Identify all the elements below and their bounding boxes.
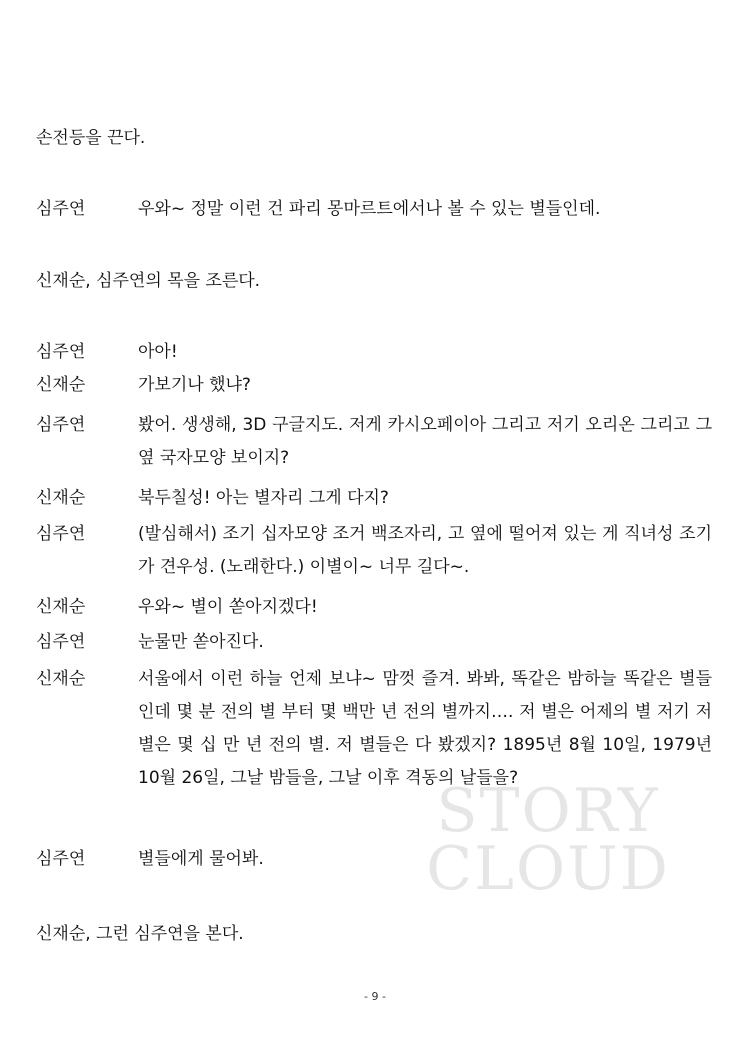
speech-text: 서울에서 이런 하늘 언제 보냐~ 맘껏 즐겨. 봐봐, 똑같은 밤하늘 똑같은 별들인데 몇 분 전의 별 부터 몇 백만 년 전의 별까지…. 저 별은 어제의 별 저기 저별은 몇 십 만 년 전의 별. 저 별들은 다 봤겠지? 1895년 8월 10일, 1979년 10월 26일, 그날 밤들을, 그날 이후 격동의 날들을?	[138, 669, 712, 788]
speaker-name: 심주연	[36, 199, 86, 219]
stage-direction: 신재순, 심주연의 목을 조른다.	[36, 271, 261, 291]
speaker-name: 신재순	[36, 488, 86, 508]
speech-text: 우와~ 별이 쏟아지겠다!	[138, 597, 318, 617]
speaker-name: 신재순	[36, 669, 86, 689]
speaker-name: 심주연	[36, 415, 86, 435]
dialogue-line	[36, 663, 716, 795]
dialogue-line	[36, 193, 716, 226]
dialogue-line	[36, 369, 716, 402]
watermark-line-2: CLOUD	[426, 834, 670, 904]
page-number: - 9 -	[364, 990, 386, 1003]
speaker-name: 심주연	[36, 632, 86, 652]
speech-text: 봤어. 생생해, 3D 구글지도. 저게 카시오페이아 그리고 저기 오리온 그리고 그 옆 국자모양 보이지?	[138, 415, 712, 468]
speech-text: 별들에게 물어봐.	[138, 849, 264, 869]
speech-text: 가보기나 했냐?	[138, 375, 251, 395]
speech-text: 우와~ 정말 이런 건 파리 몽마르트에서나 볼 수 있는 별들인데.	[138, 199, 601, 219]
dialogue-line	[36, 626, 716, 659]
speaker-name: 심주연	[36, 524, 86, 544]
dialogue-line	[36, 482, 716, 515]
speaker-name: 신재순	[36, 375, 86, 395]
speaker-name: 심주연	[36, 849, 86, 869]
story-cloud-watermark	[398, 776, 698, 904]
speaker-name: 심주연	[36, 342, 86, 362]
speaker-name: 신재순	[36, 597, 86, 617]
dialogue-line	[36, 336, 716, 369]
speech-text: 눈물만 쏟아진다.	[138, 632, 264, 652]
stage-direction: 신재순, 그런 심주연을 본다.	[36, 924, 244, 944]
dialogue-line	[36, 409, 716, 475]
dialogue-line	[36, 843, 716, 876]
watermark-line-1: STORY	[436, 776, 660, 846]
stage-direction: 손전등을 끈다.	[36, 128, 146, 148]
speech-text: 북두칠성! 아는 별자리 그게 다지?	[138, 488, 389, 508]
dialogue-line	[36, 591, 716, 624]
speech-text: 아아!	[138, 342, 178, 362]
speech-text: (발심해서) 조기 십자모양 조거 백조자리, 고 옆에 떨어져 있는 게 직녀성 조기가 견우성. (노래한다.) 이별이~ 너무 길다~.	[138, 524, 712, 577]
dialogue-line	[36, 518, 716, 584]
